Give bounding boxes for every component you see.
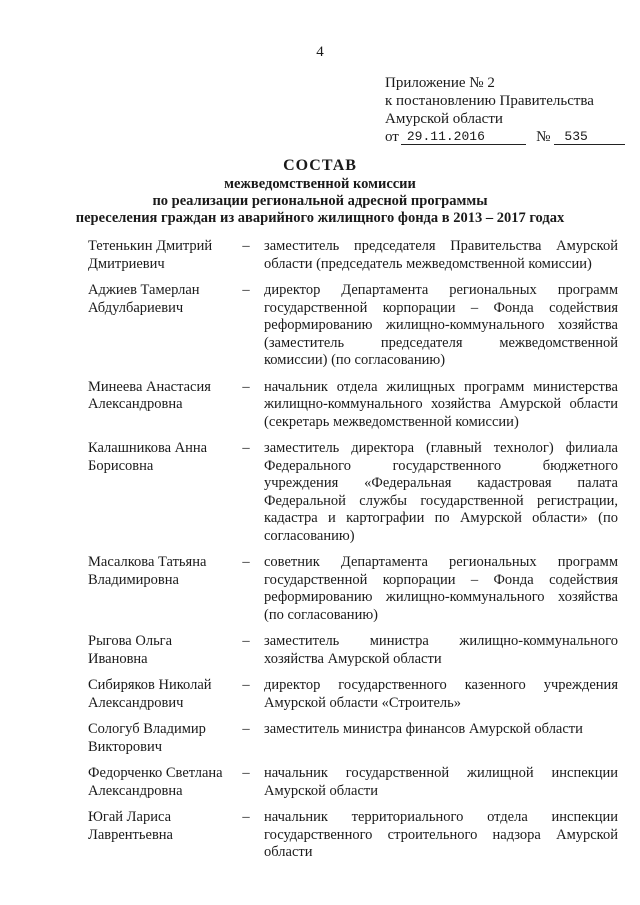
member-name: Югай Лариса Лаврентьевна bbox=[88, 809, 173, 843]
member-dash: – bbox=[242, 282, 250, 298]
member-dash: – bbox=[242, 721, 250, 737]
appendix-date-row bbox=[385, 128, 625, 146]
page-number: 4 bbox=[316, 44, 324, 60]
member-row bbox=[88, 809, 618, 862]
commission-member-list bbox=[88, 238, 618, 871]
member-dash: – bbox=[242, 677, 250, 693]
member-dash: – bbox=[242, 554, 250, 570]
member-row bbox=[88, 677, 618, 712]
appendix-region: Амурской области bbox=[385, 111, 503, 127]
member-row bbox=[88, 282, 618, 370]
member-role: начальник территориального отдела инспекции государственного строительного надзора Амурской области bbox=[264, 809, 618, 860]
member-name: Сибиряков Николай Александрович bbox=[88, 677, 212, 711]
resolution-number: 535 bbox=[554, 130, 625, 145]
member-role: заместитель министра финансов Амурской области bbox=[264, 721, 583, 737]
member-name: Минеева Анастасия Александровна bbox=[88, 378, 211, 412]
member-role: заместитель председателя Правительства Амурской области (председатель межведомственной комиссии) bbox=[264, 238, 618, 272]
member-row bbox=[88, 633, 618, 668]
heading-line-3: переселения граждан из аварийного жилищного фонда в 2013 – 2017 годах bbox=[75, 210, 565, 226]
member-row bbox=[88, 238, 618, 273]
heading-line-2: по реализации региональной адресной программы bbox=[152, 193, 488, 209]
member-role: начальник отдела жилищных программ министерства жилищно-коммунального хозяйства Амурской области (секретарь межведомственной комиссии) bbox=[264, 378, 618, 430]
document-heading bbox=[0, 156, 640, 227]
member-dash: – bbox=[242, 765, 250, 781]
heading-title: СОСТАВ bbox=[283, 157, 357, 174]
member-role: заместитель министра жилищно-коммунального хозяйства Амурской области bbox=[264, 633, 618, 667]
member-row bbox=[88, 721, 618, 756]
member-name: Калашникова Анна Борисовна bbox=[88, 440, 208, 474]
member-name: Тетенькин Дмитрий Дмитриевич bbox=[88, 238, 213, 272]
member-row bbox=[88, 554, 618, 624]
member-name: Рыгова Ольга Ивановна bbox=[88, 633, 173, 667]
member-dash: – bbox=[242, 809, 250, 825]
member-role: директор государственного казенного учреждения Амурской области «Строитель» bbox=[264, 677, 618, 711]
member-name: Федорченко Светлана Александровна bbox=[88, 765, 223, 799]
appendix-resolution: к постановлению Правительства bbox=[385, 93, 594, 109]
member-dash: – bbox=[242, 238, 250, 254]
member-role: начальник государственной жилищной инспекции Амурской области bbox=[264, 765, 618, 799]
member-role: советник Департамента региональных программ государственной корпорации – Фонда содействия реформированию жилищно-коммунального хозяйства (по согласованию) bbox=[264, 554, 618, 623]
member-row bbox=[88, 765, 618, 800]
member-name: Аджиев Тамерлан Абдулбариевич bbox=[88, 282, 200, 316]
member-row bbox=[88, 440, 618, 545]
member-dash: – bbox=[242, 633, 250, 649]
member-name: Сологуб Владимир Викторович bbox=[88, 721, 206, 755]
member-role: заместитель директора (главный технолог) филиала Федерального государственного бюджетного учреждения «Федеральная кадастровая палата Федеральной службы государственной регистрации, кадастра и картографии по Амурской области» (по согласованию) bbox=[264, 440, 618, 544]
number-label: № bbox=[536, 129, 551, 145]
member-row bbox=[88, 379, 618, 432]
appendix-title: Приложение № 2 bbox=[385, 75, 495, 91]
member-dash: – bbox=[242, 440, 250, 456]
member-role: директор Департамента региональных программ государственной корпорации – Фонда содействия реформированию жилищно-коммунального хозяйства (заместитель председателя межведомственной комиссии) (по согласованию) bbox=[264, 282, 618, 368]
member-name: Масалкова Татьяна Владимировна bbox=[88, 554, 207, 588]
date-prefix: от bbox=[385, 129, 399, 145]
resolution-date: 29.11.2016 bbox=[401, 130, 526, 145]
heading-line-1: межведомственной комиссии bbox=[224, 176, 416, 192]
member-dash: – bbox=[242, 378, 250, 395]
appendix-block bbox=[385, 74, 625, 146]
